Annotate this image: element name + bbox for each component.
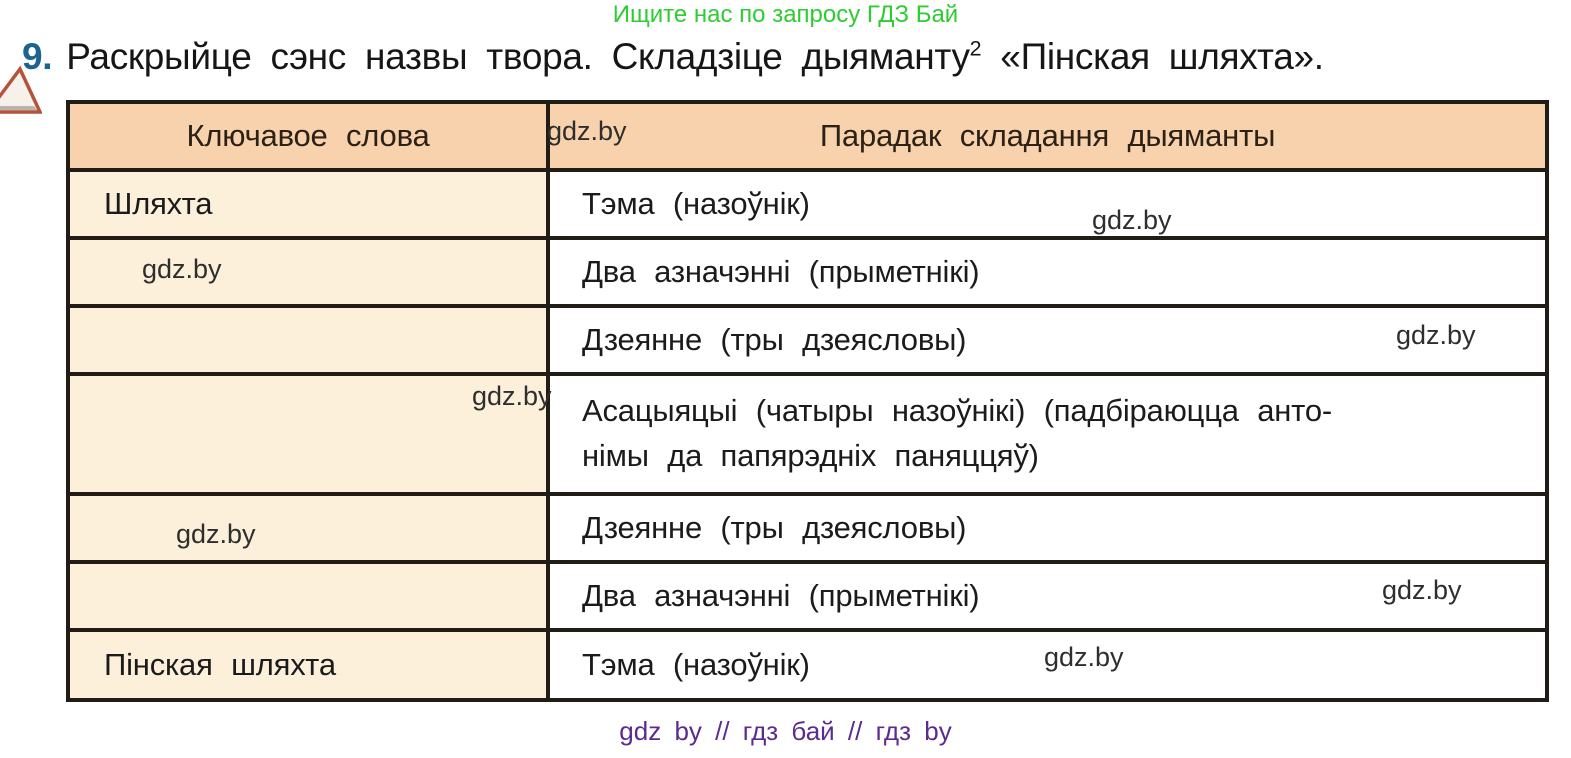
gdz-watermark: gdz.by	[1382, 575, 1462, 605]
gdz-watermark: gdz.by	[1396, 320, 1476, 350]
table-header-row	[68, 102, 1547, 170]
gdz-watermark: gdz.by	[176, 519, 256, 549]
table-row	[68, 494, 1547, 562]
table-row	[68, 170, 1547, 238]
key-cell	[68, 306, 548, 374]
task-text-end: «Пінская шляхта».	[981, 36, 1324, 77]
value-text-line2: німы да папярэдніх паняццяў)	[582, 438, 1039, 473]
key-cell	[68, 562, 548, 630]
value-text: Два азначэнні (прыметнікі)	[582, 578, 980, 613]
key-cell: Пінская шляхта	[68, 630, 548, 700]
gdz-watermark: gdz.by	[547, 116, 627, 146]
table-row	[68, 374, 1547, 494]
header-order-column: Парадак складання дыяманты	[548, 102, 1547, 170]
table-row	[68, 562, 1547, 630]
task-line	[22, 36, 1324, 78]
gdz-watermark: gdz.by	[472, 381, 552, 411]
value-cell	[548, 238, 1547, 306]
value-cell	[548, 170, 1547, 238]
key-cell: Шляхта	[68, 170, 548, 238]
key-cell	[68, 494, 548, 562]
header-key-column: Ключавое слова	[68, 102, 548, 170]
gdz-watermark: gdz.by	[1044, 642, 1124, 672]
value-text: Дзеянне (тры дзеясловы)	[582, 322, 967, 357]
table-row	[68, 306, 1547, 374]
value-cell	[548, 494, 1547, 562]
task-number: 9.	[22, 36, 53, 77]
gdz-watermark: gdz.by	[142, 254, 222, 284]
value-text: Асацыяцыі (чатыры назоўнікі) (падбіраюцца анто-	[582, 393, 1332, 429]
table-row	[68, 630, 1547, 700]
value-text: Дзеянне (тры дзеясловы)	[582, 510, 967, 545]
value-cell	[548, 374, 1547, 494]
diamante-table	[66, 100, 1549, 702]
value-text: Два азначэнні (прыметнікі)	[582, 254, 980, 289]
task-superscript: 2	[969, 36, 982, 61]
footer-search-terms: gdz by // гдз бай // гдз by	[619, 716, 952, 746]
gdz-watermark: gdz.by	[1092, 205, 1172, 235]
key-cell	[68, 238, 548, 306]
table-row	[68, 238, 1547, 306]
task-text: Раскрыйце сэнс назвы твора. Складзіце дыяманту	[66, 36, 970, 77]
value-text: Тэма (назоўнік)	[582, 186, 810, 221]
top-banner-text: Ищите нас по запросу ГДЗ Бай	[612, 1, 959, 28]
value-text: Тэма (назоўнік)	[582, 647, 810, 682]
